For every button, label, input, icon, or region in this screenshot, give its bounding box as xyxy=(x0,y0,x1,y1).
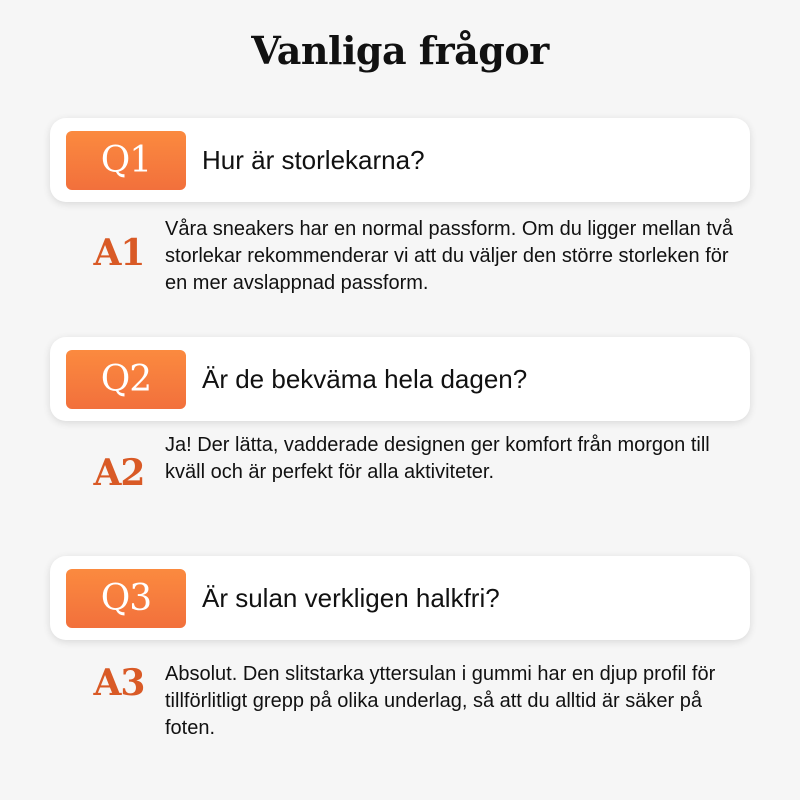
question-badge-q2: Q2 xyxy=(66,350,186,409)
question-text-2: Är de bekväma hela dagen? xyxy=(202,364,528,394)
faq-question-card-3[interactable] xyxy=(50,556,750,640)
page-title: Vanliga frågor xyxy=(251,28,549,73)
answer-label-a1: A1 xyxy=(93,232,145,274)
answer-label-a3: A3 xyxy=(93,662,145,704)
faq-question-card-2[interactable] xyxy=(50,337,750,421)
answer-text-2: Ja! Der lätta, vadderade designen ger komfort från morgon till kväll och är perfekt för alla aktiviteter. xyxy=(165,434,710,483)
question-text-1: Hur är storlekarna? xyxy=(202,145,425,175)
faq-question-card-1[interactable] xyxy=(50,118,750,202)
question-badge-q1: Q1 xyxy=(66,131,186,190)
answer-text-1: Våra sneakers har en normal passform. Om du ligger mellan två storlekar rekommenderar vi att du väljer den större storleken för en mer avslappnad passform. xyxy=(165,218,734,294)
answer-text-3: Absolut. Den slitstarka yttersulan i gummi har en djup profil för tillförlitligt grepp på olika underlag, så att du alltid är säker på foten. xyxy=(165,663,716,739)
question-text-3: Är sulan verkligen halkfri? xyxy=(202,583,500,613)
answer-label-a2: A2 xyxy=(93,452,145,494)
question-badge-q3: Q3 xyxy=(66,569,186,628)
